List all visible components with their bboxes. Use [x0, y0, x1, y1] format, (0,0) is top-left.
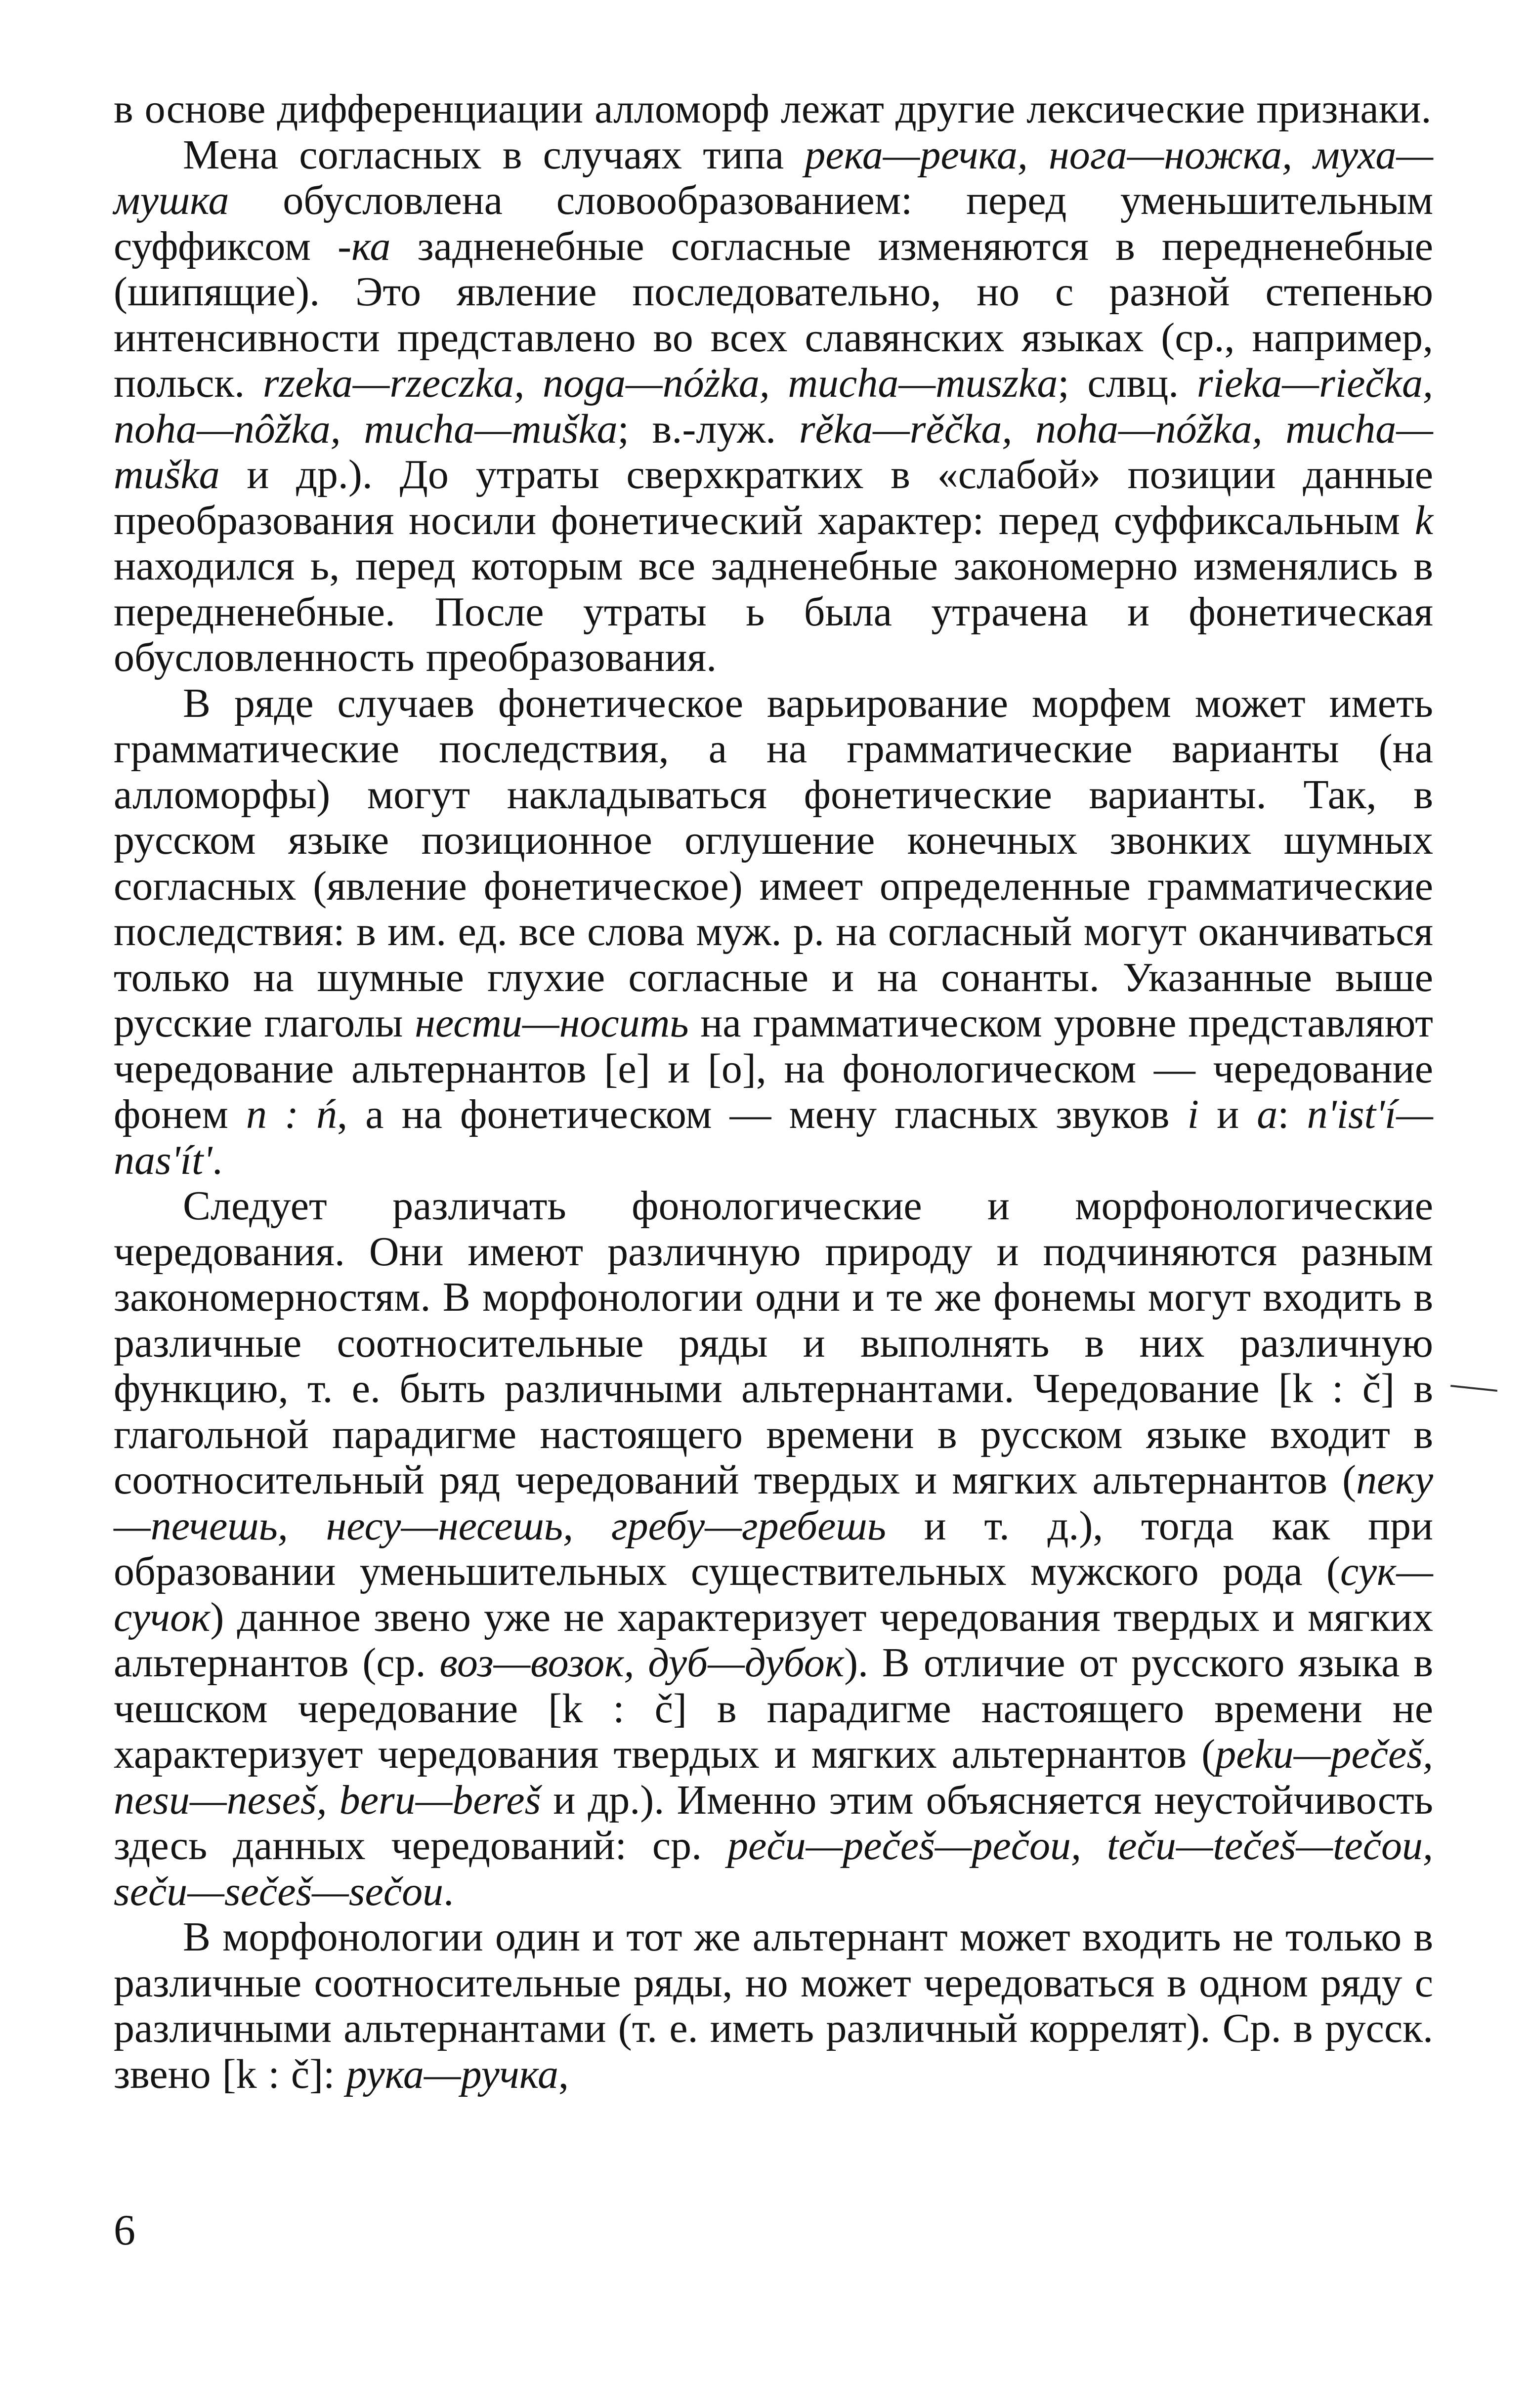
page-number: 6 — [114, 2206, 135, 2254]
body-text: и — [1198, 1091, 1257, 1137]
body-text: задненебные согласные изменяются в передненебные (шипящие). Это явление последовательно, но с разной степенью интенсивности представлено во всех славянских языках (ср., например, польск. — [114, 223, 1433, 406]
body-text: находился ь, перед которым все задненебные закономерно изменялись в передненебные. После утраты ь была утрачена и фонетическая обусловленность преобразования. — [114, 543, 1433, 680]
body-text: , — [558, 2051, 569, 2097]
italic-example-text: пеку—печешь, несу—несешь, гребу—гребешь — [114, 1457, 1433, 1549]
italic-example-text: peču—pečeš—pečou, teču—tečeš—tečou, seču—sečeš—sečou — [114, 1823, 1433, 1914]
paragraph-p3 — [114, 681, 1433, 1184]
body-text: , а на фонетическом — мену гласных звуков — [337, 1091, 1188, 1137]
italic-example-text: рука—ручка — [346, 2051, 559, 2097]
paragraph-p5 — [114, 1914, 1433, 2097]
italic-example-text: нести—носить — [415, 1000, 689, 1046]
paragraph-p4 — [114, 1183, 1433, 1914]
italic-example-text: сук—сучок — [114, 1548, 1433, 1640]
body-text: ; в.-луж. — [617, 406, 799, 452]
paragraph-p2 — [114, 132, 1433, 681]
body-text: Мена согласных в случаях типа — [183, 131, 805, 178]
body-text: . — [443, 1868, 454, 1914]
italic-example-text: воз—возок, дуб—дубок — [439, 1640, 845, 1686]
body-text: обусловлена словообразованием: перед уменьшительным суффиксом — [114, 177, 1433, 269]
italic-example-text: rěka—rěčka, noha—nóžka, mucha—muška — [114, 406, 1433, 498]
body-text: : — [1277, 1091, 1307, 1137]
italic-example-text: -ка — [338, 223, 391, 269]
body-text: и т. д.), тогда как при образовании уменьшительных существительных мужского рода ( — [114, 1502, 1433, 1594]
margin-mark — [1450, 1385, 1497, 1392]
body-text: ; слвц. — [1058, 360, 1197, 406]
body-text: в основе дифференциации алломорф лежат другие лексические признаки. — [114, 86, 1432, 132]
page-body-text — [114, 86, 1433, 2097]
book-page — [114, 86, 1433, 2359]
body-text: В морфонологии один и тот же альтернант может входить не только в различные соотносительные ряды, но может чередоваться в одном ряду с различными альтернантами (т. е. иметь различный коррелят). Ср. в русск. звено [k : č]: — [114, 1914, 1433, 2097]
italic-example-text: peku—pečeš, nesu—neseš, beru—bereš — [114, 1731, 1433, 1823]
italic-example-text: rieka—riečka, noha—nôžka, mucha—muška — [114, 360, 1433, 452]
body-text: и др.). До утраты сверхкратких в «слабой» позиции данные преобразования носили фонетический характер: перед суффиксальным — [114, 452, 1433, 543]
paragraph-p1 — [114, 86, 1433, 132]
italic-example-text: i — [1187, 1091, 1199, 1137]
italic-example-text: k — [1414, 497, 1433, 543]
italic-example-text: a — [1257, 1091, 1278, 1137]
body-text: ). В отличие от русского языка в чешском чередование [k : č] в парадигме настоящего времени не характеризует чередования твердых и мягких альтернантов ( — [114, 1640, 1433, 1777]
body-text: и др.). Именно этим объясняется неустойчивость здесь данных чередований: ср. — [114, 1777, 1433, 1868]
body-text: на грамматическом уровне представляют чередование альтернантов [e] и [o], на фонологическом — чередование фонем — [114, 1000, 1433, 1137]
italic-example-text: река—речка, нога—ножка, муха—мушка — [114, 131, 1434, 223]
italic-example-text: rzeka—rzeczka, noga—nóżka, mucha—muszka — [262, 360, 1058, 406]
body-text: Следует различать фонологические и морфонологические чередования. Они имеют различную природу и подчиняются разным закономерностям. В морфонологии одни и те же фонемы могут входить в различные соотносительные ряды и выполнять в них различную функцию, т. е. быть различными альтернантами. Чередование [k : č] в глагольной парадигме настоящего времени в русском языке входит в соотносительный ряд чередований твердых и мягких альтернантов ( — [114, 1183, 1433, 1503]
body-text: . — [212, 1137, 223, 1183]
body-text: В ряде случаев фонетическое варьирование морфем может иметь грамматические последствия, а на грамматические варианты (на алломорфы) могут накладываться фонетические варианты. Так, в русском языке позиционное оглушение конечных звонких шумных согласных (явление фонетическое) имеет определенные грамматические последствия: в им. ед. все слова муж. р. на согласный могут оканчиваться только на шумные глухие согласные и на сонанты. Указанные выше русские глаголы — [114, 680, 1433, 1046]
italic-example-text: n'ist'í—nas'ít' — [114, 1091, 1433, 1183]
italic-example-text: n : ń — [246, 1091, 338, 1137]
body-text: ) данное звено уже не характеризует чередования твердых и мягких альтернантов (ср. — [114, 1594, 1433, 1686]
